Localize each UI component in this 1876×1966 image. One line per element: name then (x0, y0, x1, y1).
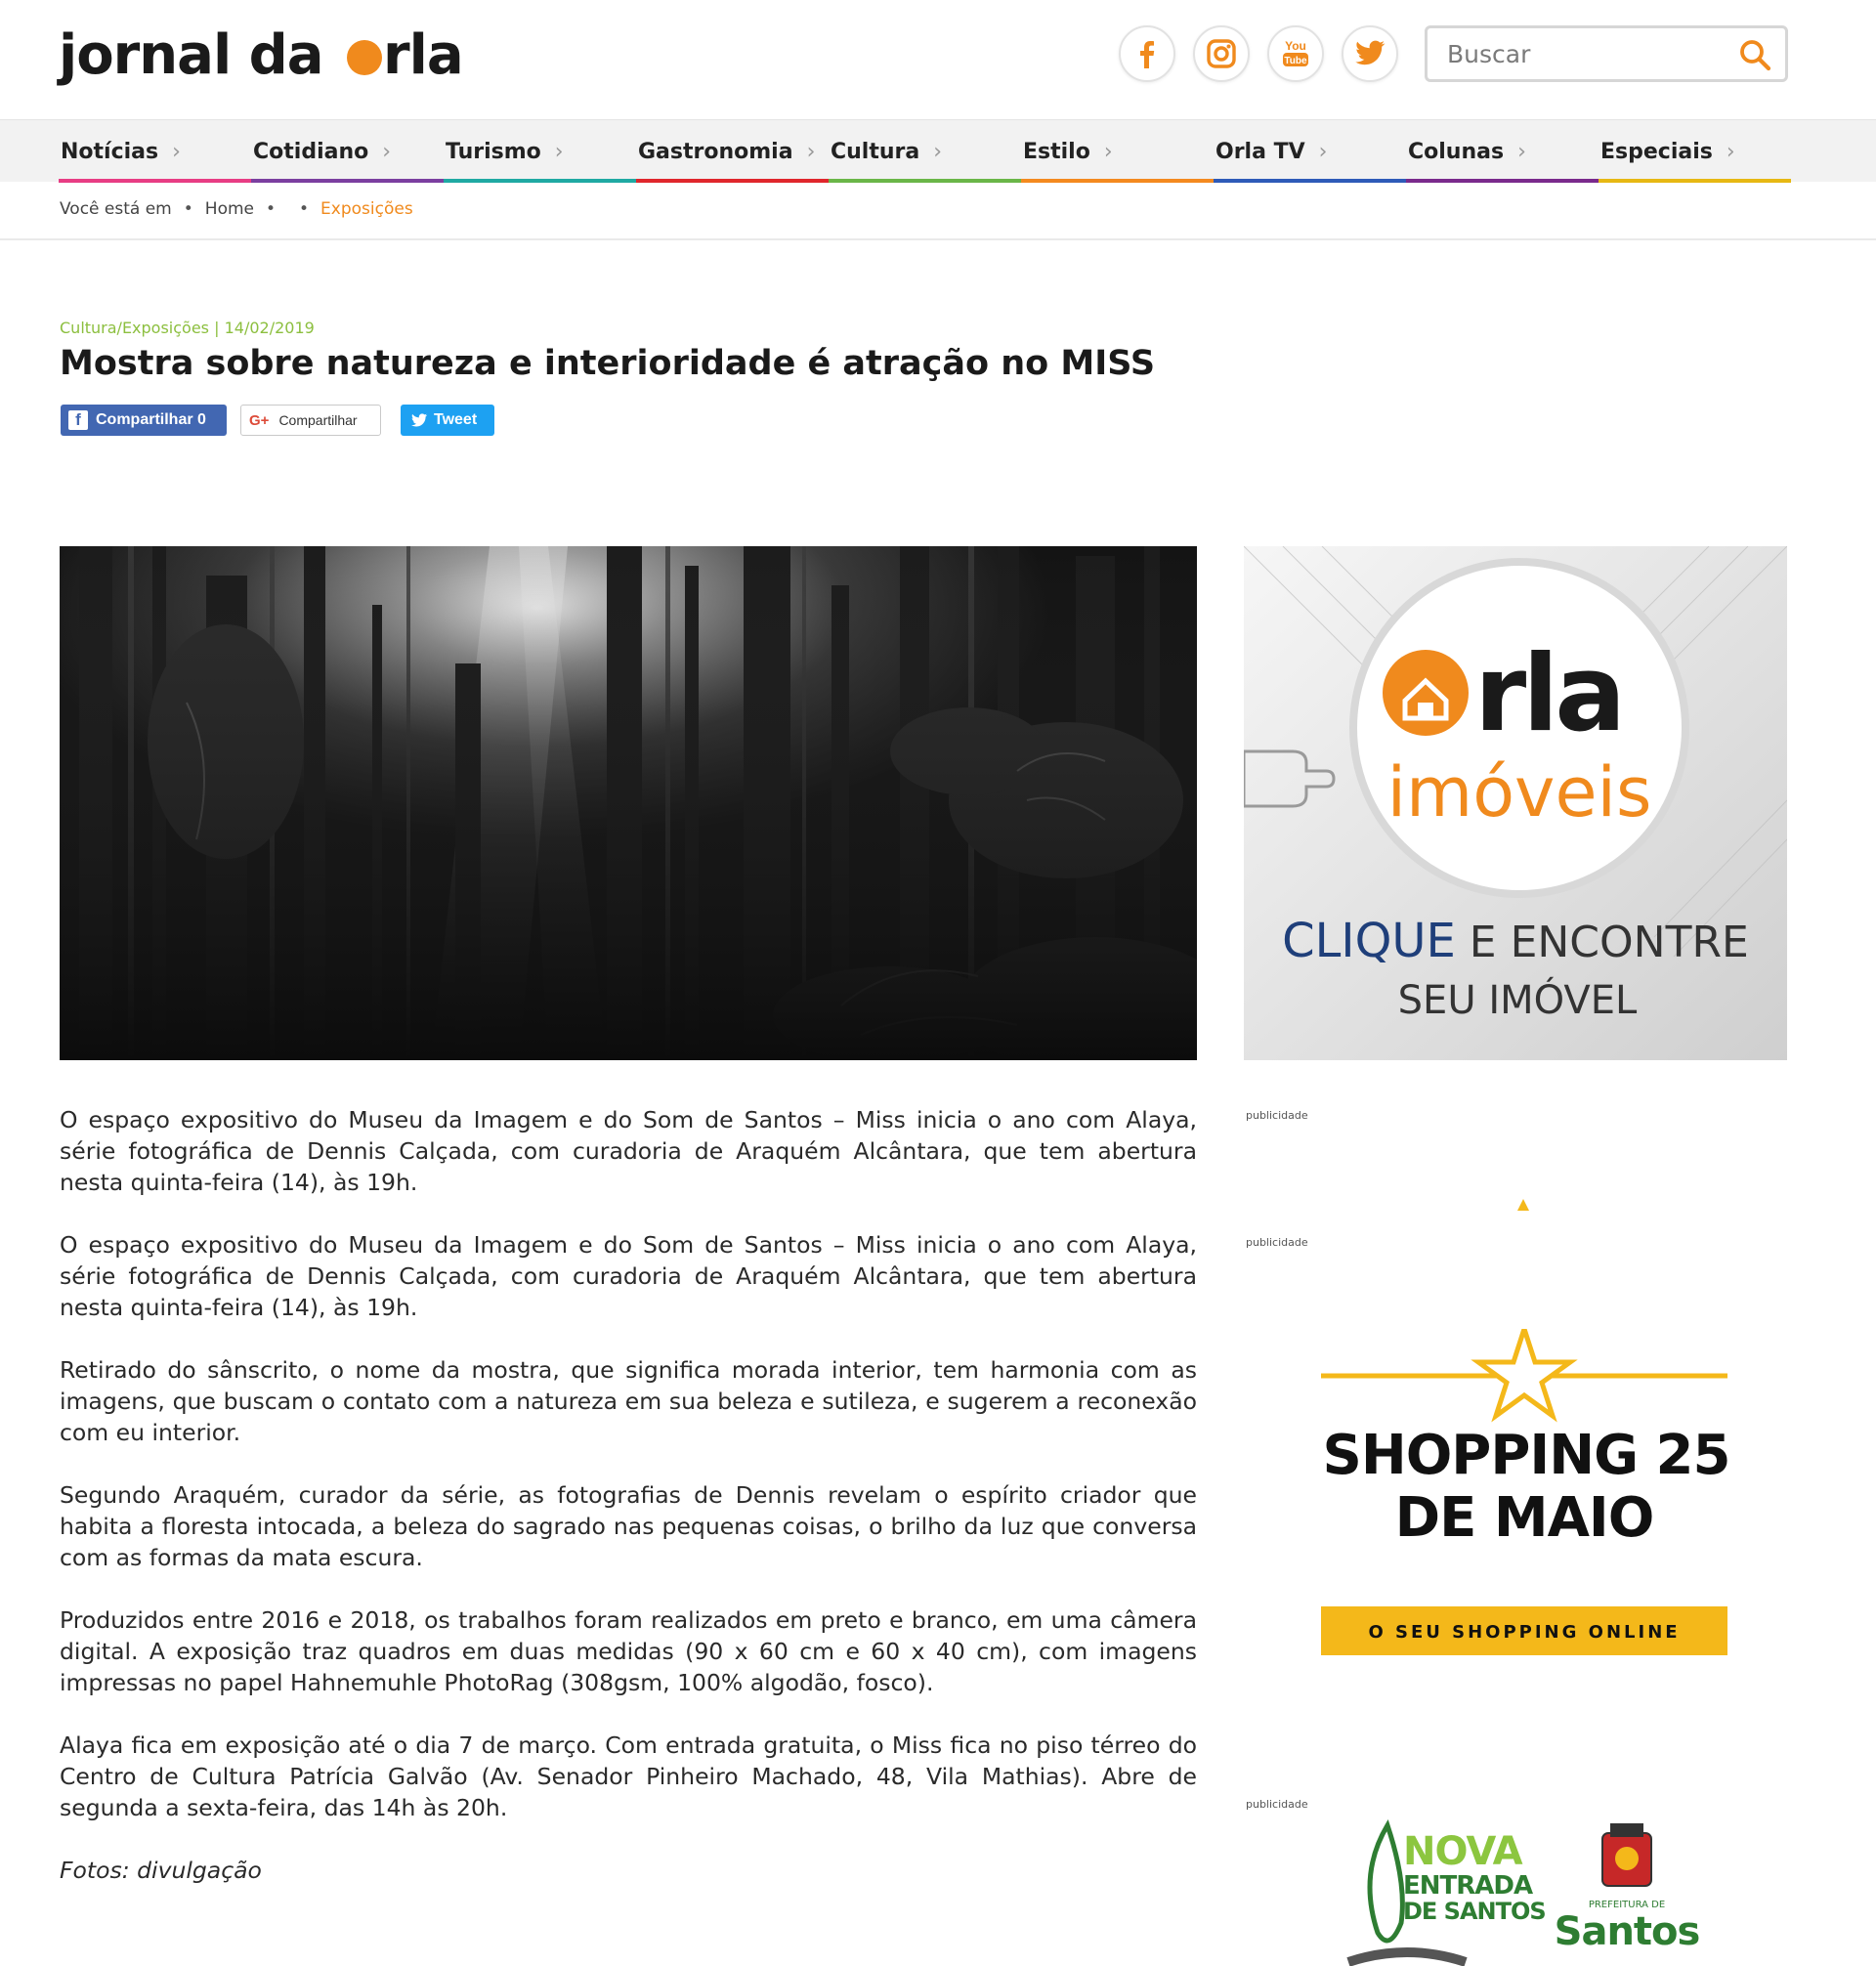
ad-shopping-line2: DE MAIO (1394, 1486, 1654, 1550)
article-paragraph: O espaço expositivo do Museu da Imagem e do Som de Santos – Miss inicia o ano com Alaya, série fotográfica de Dennis Calçada, com curadoria de Araquém Alcântara, que tem abertura nesta quinta-feira (14), às 19h. (60, 1231, 1197, 1321)
article-paragraph: Retirado do sânscrito, o nome da mostra, que significa morada interior, tem harmonia com as imagens, que buscam o contato com a natureza em sua beleza e sutileza, e sugerem a reconexão com eu interior. (60, 1356, 1197, 1446)
article-meta: Cultura/Exposições | 14/02/2019 (60, 319, 315, 337)
ad-de-santos-text: DE SANTOS (1403, 1898, 1546, 1925)
chevron-right-icon: › (933, 139, 943, 164)
article-hero-image (60, 546, 1197, 1060)
twitter-icon (410, 413, 428, 428)
chevron-right-icon: › (1726, 139, 1735, 164)
svg-text:You: You (1285, 39, 1306, 53)
nav-item-cultura[interactable]: Cultura › (829, 120, 942, 183)
ad-brand-letters: rla (1474, 633, 1623, 755)
instagram-icon[interactable] (1193, 25, 1250, 82)
svg-text:CLIQUE E ENCONTRE: CLIQUE E ENCONTRE (1282, 914, 1749, 968)
google-plus-share-button[interactable]: G+ Compartilhar (240, 405, 381, 436)
search-icon[interactable] (1738, 38, 1771, 76)
ad-brand-sub: imóveis (1386, 752, 1652, 833)
article-paragraph: Produzidos entre 2016 e 2018, os trabalhos foram realizados em preto e branco, em uma câmera digital. A exposição traz quadros em duas medidas (90 x 60 cm e 60 x 40 cm), com imagens impressas no papel Hahnemuhle PhotoRag (308gsm, 100% algodão, fosco). (60, 1606, 1197, 1696)
article-body (60, 1104, 1197, 1917)
article-title: Mostra sobre natureza e interioridade é atração no MISS (60, 344, 1156, 383)
ad-label: publicidade (1246, 1236, 1308, 1249)
google-plus-icon: G+ (249, 411, 270, 429)
nav-item-gastronomia[interactable]: Gastronomia › (636, 120, 815, 183)
nav-item-orla-tv[interactable]: Orla TV › (1214, 120, 1327, 183)
facebook-share-button[interactable]: f Compartilhar 0 (61, 405, 227, 436)
ad-label: publicidade (1246, 1798, 1308, 1811)
logo-orange-dot (347, 40, 382, 75)
ad-label: publicidade (1246, 1109, 1308, 1122)
chevron-right-icon: › (554, 139, 564, 164)
chevron-right-icon: › (1318, 139, 1328, 164)
article-paragraph: O espaço expositivo do Museu da Imagem e do Som de Santos – Miss inicia o ano com Alaya, série fotográfica de Dennis Calçada, com curadoria de Araquém Alcântara, que tem abertura nesta quinta-feira (14), às 19h. (60, 1106, 1197, 1196)
breadcrumb-prefix: Você está em (60, 199, 172, 219)
site-header (0, 0, 1876, 119)
ad-nova-text: NOVA (1403, 1829, 1522, 1874)
chevron-right-icon: › (382, 139, 392, 164)
search-box (1425, 25, 1788, 82)
article-paragraph: Segundo Araquém, curador da série, as fotografias de Dennis revelam o espírito criador que habita a floresta intocada, a beleza do sagrado nas pequenas coisas, o brilho da luz que conversa com as formas da mata escura. (60, 1481, 1197, 1571)
nav-item-especiais[interactable]: Especiais › (1599, 120, 1735, 183)
nova-entrada-santos-ad[interactable] (1339, 1816, 1729, 1966)
shopping-25-de-maio-ad[interactable] (1321, 1329, 1727, 1657)
breadcrumb-home-link[interactable]: Home (204, 199, 254, 219)
main-nav (0, 119, 1876, 182)
svg-text:Tube: Tube (1284, 56, 1307, 66)
article-paragraph: Alaya fica em exposição até o dia 7 de março. Com entrada gratuita, o Miss fica no piso térreo do Centro de Cultura Patrícia Galvão (Av. Senador Pinheiro Machado, 48, Vila Mathias). Abre de segunda a sexta-feira, das 14h às 20h. (60, 1731, 1197, 1821)
chevron-right-icon: › (1103, 139, 1113, 164)
search-input[interactable] (1428, 28, 1721, 79)
breadcrumb-current: Exposições (320, 199, 413, 219)
facebook-icon: f (68, 410, 88, 430)
ad-shopping-tagline: O SEU SHOPPING ONLINE (1368, 1622, 1681, 1643)
ad-shopping-line1: SHOPPING 25 (1322, 1424, 1727, 1487)
twitter-icon[interactable] (1342, 25, 1398, 82)
tweet-button[interactable]: Tweet (401, 405, 494, 436)
chevron-right-icon: › (172, 139, 181, 164)
nav-item-noticias[interactable]: Notícias › (59, 120, 181, 183)
chevron-right-icon: › (806, 139, 816, 164)
ad-cta-line2: SEU IMÓVEL (1397, 978, 1638, 1023)
nav-item-turismo[interactable]: Turismo › (444, 120, 564, 183)
ad-prefeitura-text: PREFEITURA DE (1588, 1900, 1666, 1910)
chevron-right-icon: › (1517, 139, 1526, 164)
santos-coat-of-arms-icon (1602, 1823, 1651, 1886)
ad-santos-text: Santos (1554, 1909, 1700, 1954)
site-logo[interactable]: jornal da rla (59, 23, 463, 87)
ad-entrada-text: ENTRADA (1403, 1871, 1533, 1901)
ad-marker-icon (1517, 1199, 1529, 1211)
nav-item-colunas[interactable]: Colunas › (1406, 120, 1526, 183)
nav-item-cotidiano[interactable]: Cotidiano › (251, 120, 391, 183)
facebook-icon[interactable] (1119, 25, 1175, 82)
orla-imoveis-ad[interactable] (1244, 546, 1787, 1060)
youtube-icon[interactable] (1267, 25, 1324, 82)
nav-item-estilo[interactable]: Estilo › (1021, 120, 1113, 183)
photo-credit: Fotos: divulgação (60, 1857, 262, 1884)
breadcrumb: Você está em • Home • • Exposições (0, 182, 1876, 240)
